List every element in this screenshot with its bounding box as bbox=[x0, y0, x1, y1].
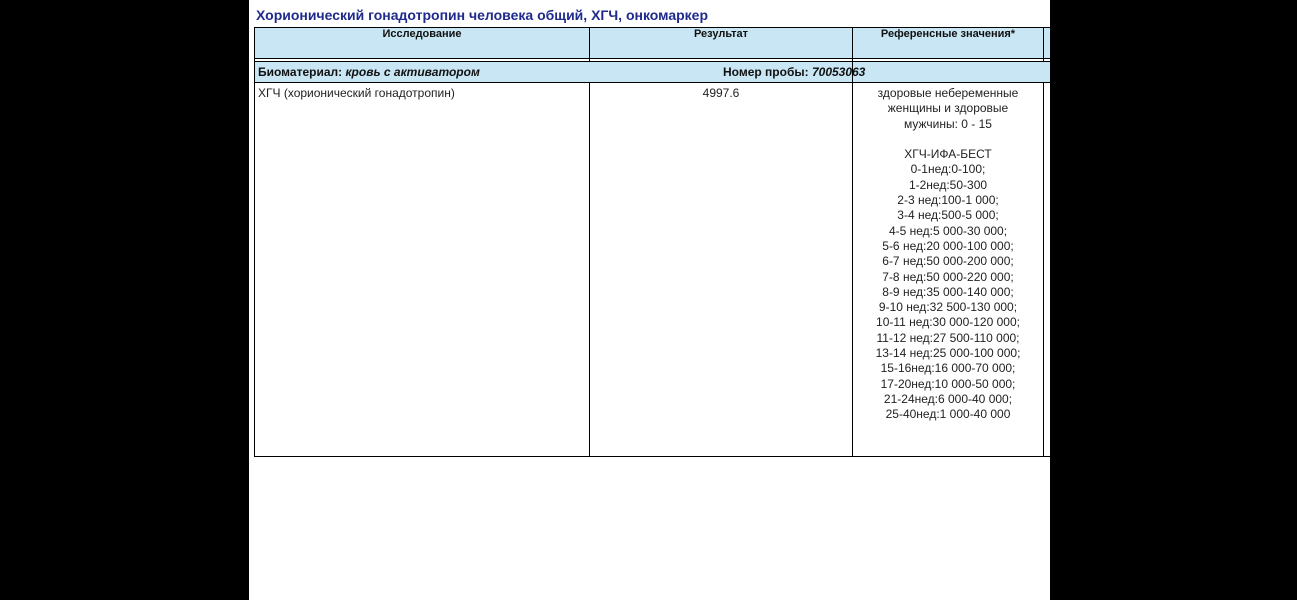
reference-line: 15-16нед:16 000-70 000; bbox=[880, 361, 1016, 376]
biomaterial-label: Биоматериал: bbox=[258, 65, 343, 79]
biomaterial-row bbox=[255, 62, 1051, 83]
test-name-cell: ХГЧ (хорионический гонадотропин) bbox=[255, 83, 590, 457]
sample-value: 70053063 bbox=[811, 65, 866, 79]
reference-line: 8-9 нед:35 000-140 000; bbox=[882, 284, 1014, 299]
reference-line: мужчины: 0 - 15 bbox=[904, 116, 992, 131]
table-header-row bbox=[255, 28, 1051, 59]
results-table bbox=[254, 27, 1050, 457]
extra-cell bbox=[1044, 83, 1051, 457]
document-title: Хорионический гонадотропин человека общий, ХГЧ, онкомаркер bbox=[256, 7, 709, 23]
reference-line: 21-24нед:6 000-40 000; bbox=[883, 391, 1013, 406]
reference-line: 5-6 нед:20 000-100 000; bbox=[882, 238, 1014, 253]
reference-line: 6-7 нед:50 000-200 000; bbox=[882, 254, 1014, 269]
reference-line: 2-3 нед:100-1 000; bbox=[897, 193, 999, 208]
reference-line: ХГЧ-ИФА-БЕСТ bbox=[904, 147, 992, 162]
biomaterial-value: кровь с активатором bbox=[345, 65, 480, 79]
document-page bbox=[249, 0, 1050, 600]
reference-line: 1-2нед:50-300 bbox=[908, 177, 988, 192]
reference-line: 10-11 нед:30 000-120 000; bbox=[876, 315, 1020, 330]
sample-number bbox=[723, 65, 865, 79]
reference-line: 3-4 нед:500-5 000; bbox=[897, 208, 999, 223]
reference-line: 7-8 нед:50 000-220 000; bbox=[882, 269, 1014, 284]
header-result: Результат bbox=[590, 28, 853, 59]
test-result-cell: 4997.6 bbox=[590, 83, 853, 457]
sample-cell bbox=[723, 62, 1051, 83]
reference-line: женщины и здоровые bbox=[887, 101, 1009, 116]
reference-cell bbox=[853, 83, 1044, 457]
reference-line: 17-20нед:10 000-50 000; bbox=[880, 376, 1016, 391]
reference-line: 9-10 нед:32 500-130 000; bbox=[878, 300, 1018, 315]
reference-line: 11-12 нед:27 500-110 000; bbox=[876, 330, 1020, 345]
header-reference: Референсные значения* bbox=[853, 28, 1044, 59]
reference-line: 4-5 нед:5 000-30 000; bbox=[888, 223, 1008, 238]
header-extra bbox=[1044, 28, 1051, 59]
sample-label: Номер пробы: bbox=[723, 65, 809, 79]
reference-line: 13-14 нед:25 000-100 000; bbox=[875, 346, 1021, 361]
reference-line: здоровые небеременные bbox=[877, 86, 1019, 100]
table-row bbox=[255, 83, 1051, 457]
reference-line: 0-1нед:0-100; bbox=[910, 162, 986, 177]
reference-line: 25-40нед:1 000-40 000 bbox=[885, 407, 1011, 422]
header-study: Исследование bbox=[255, 28, 590, 59]
reference-spacer bbox=[853, 132, 1043, 147]
